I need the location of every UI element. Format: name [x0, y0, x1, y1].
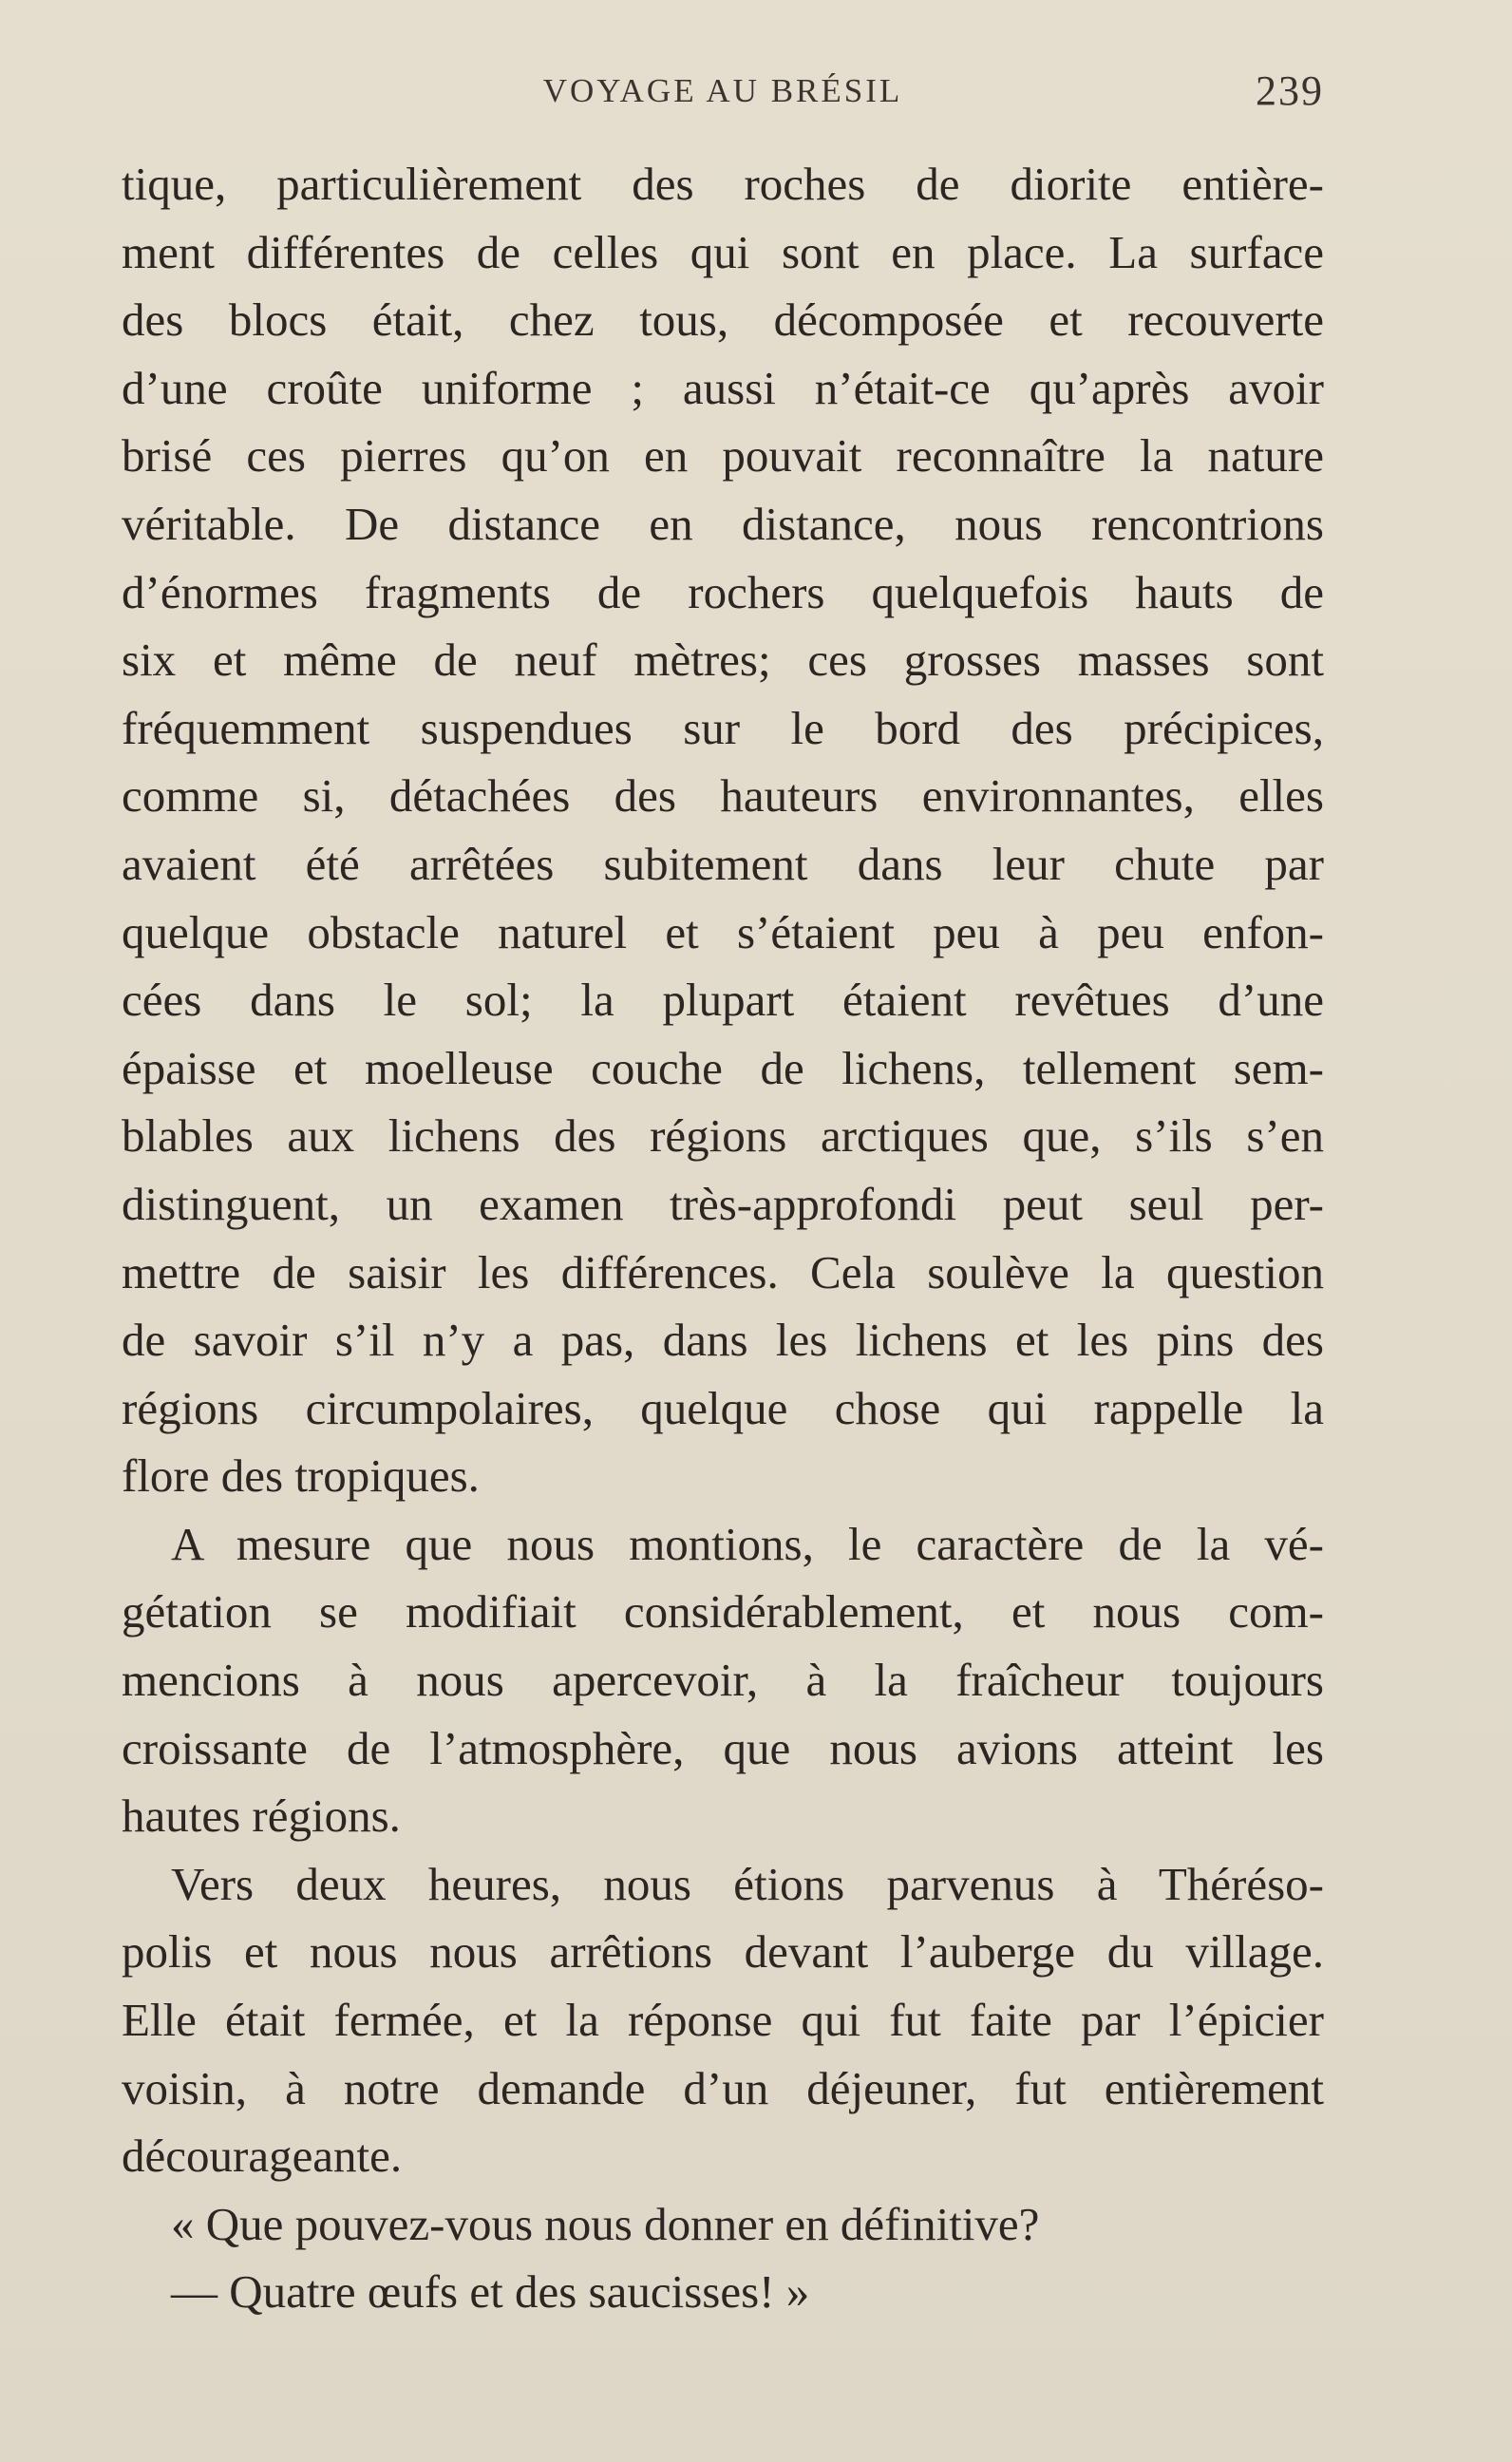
page-number: 239 [1256, 67, 1324, 114]
text-line: brisé ces pierres qu’on en pouvait reconnaître la nature [122, 429, 1324, 483]
text-line: mettre de saisir les différences. Cela soulève la question [122, 1245, 1324, 1298]
paragraph [122, 1510, 1324, 1850]
text-line: polis et nous nous arrêtions devant l’auberge du village. [122, 1925, 1324, 1979]
text-line: ment différentes de celles qui sont en place. La surface [122, 225, 1324, 278]
text-line: flore des tropiques. [122, 1449, 480, 1503]
text-line: mencions à nous apercevoir, à la fraîcheur toujours [122, 1654, 1324, 1707]
text-line: six et même de neuf mètres; ces grosses masses sont [122, 634, 1324, 687]
text-line: distinguent, un examen très-approfondi peut seul per- [122, 1177, 1324, 1230]
page-header [122, 66, 1324, 123]
text-line: de savoir s’il n’y a pas, dans les lichens et les pins des [122, 1314, 1324, 1367]
text-line: décourageante. [122, 2130, 403, 2183]
text-line: croissante de l’atmosphère, que nous avions atteint les [122, 1721, 1324, 1774]
text-line: régions circumpolaires, quelque chose qui rappelle la [122, 1381, 1324, 1434]
text-line: voisin, à notre demande d’un déjeuner, fut entièrement [122, 2061, 1324, 2114]
text-line: fréquemment suspendues sur le bord des précipices, [122, 701, 1324, 754]
text-line: — Quatre œufs et des saucisses! » [171, 2265, 810, 2319]
paragraph [122, 150, 1324, 1510]
text-line: gétation se modifiait considérablement, et nous com- [122, 1585, 1324, 1638]
text-line: « Que pouvez-vous nous donner en définitive? [171, 2197, 1040, 2250]
paragraph [122, 1850, 1324, 2190]
text-line: véritable. De distance en distance, nous rencontrions [122, 497, 1324, 550]
text-line: quelque obstacle naturel et s’étaient peu à peu enfon- [122, 905, 1324, 958]
running-title: VOYAGE AU BRÉSIL [542, 72, 903, 109]
text-line: d’une croûte uniforme ; aussi n’était-ce qu’après avoir [122, 361, 1324, 414]
text-line: avaient été arrêtées subitement dans leur chute par [122, 837, 1324, 890]
text-line: hautes régions. [122, 1790, 401, 1843]
text-line: comme si, détachées des hauteurs environnantes, elles [122, 769, 1324, 823]
text-line: épaisse et moelleuse couche de lichens, tellement sem- [122, 1041, 1324, 1094]
paragraph [122, 2190, 1324, 2259]
text-line: des blocs était, chez tous, décomposée et recouverte [122, 294, 1324, 347]
text-line: Vers deux heures, nous étions parvenus à Théréso- [171, 1857, 1324, 1910]
text-line: cées dans le sol; la plupart étaient revêtues d’une [122, 974, 1324, 1027]
text-line: tique, particulièrement des roches de diorite entière- [122, 158, 1324, 210]
text-line: blables aux lichens des régions arctiques que, s’ils s’en [122, 1109, 1324, 1163]
text-line: Elle était fermée, et la réponse qui fut faite par l’épicier [122, 1994, 1324, 2047]
body-text [122, 150, 1324, 2326]
paragraph [122, 2258, 1324, 2326]
text-line: A mesure que nous montions, le caractère de la vé- [171, 1517, 1324, 1570]
text-line: d’énormes fragments de rochers quelquefois hauts de [122, 565, 1324, 618]
